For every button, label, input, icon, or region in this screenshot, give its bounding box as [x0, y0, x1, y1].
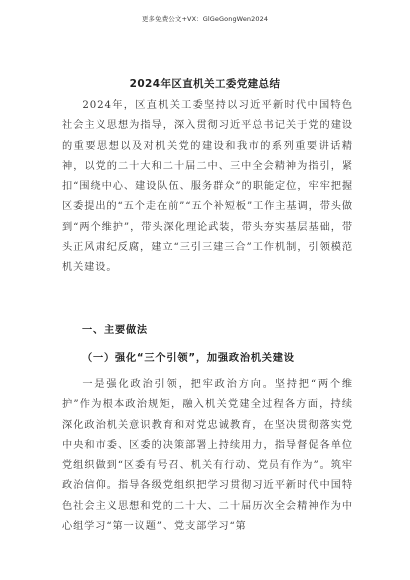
subsection-heading: （一）强化“三个引领”，加强政治机关建设 [82, 353, 295, 364]
subsection-paragraph [62, 375, 353, 537]
header-note: 更多免费公文+VX：GlGeGongWen2024 [141, 15, 269, 23]
intro-text: 2024年，区直机关工委坚持以习近平新时代中国特色社会主义思想为指导，深入贯彻习近平总书记关于党的建设的重要思想以及对机关党的建设和我市的系列重要讲话精神，以党的二十大和二十届二中、三中全会精神为指引，紧扣“围绕中心、建设队伍、服务群众”的职能定位，牢牢把握区委提出的“五个走在前”“五个补短板”工作主基调，带头做到“两个维护”，带头深化理论武装，带头夯实基层基础，带头正风肃纪反腐，建立“三引三建三合”工作机制，引领模范机关建设。 [62, 100, 353, 274]
subsection-text: 一是强化政治引领，把牢政治方向。坚持把“两个维护”作为根本政治规矩，融入机关党建全过程各方面，持续深化政治机关意识教育和对党忠诚教育，在坚决贯彻落实党中央和市委、区委的决策部署上持续用力，指导督促各单位党组织做到“区委有号召、机关有行动、党员有作为”。筑牢政治信仰。指导各级党组织把学习贯彻习近平新时代中国特色社会主义思想和党的二十大、二十届历次全会精神作为中心组学习“第一议题”、党支部学习“第 [62, 379, 353, 533]
section-heading: 一、主要做法 [82, 325, 148, 336]
document-title: 2024年区直机关工委党建总结 [129, 78, 281, 90]
intro-paragraph [62, 96, 353, 279]
